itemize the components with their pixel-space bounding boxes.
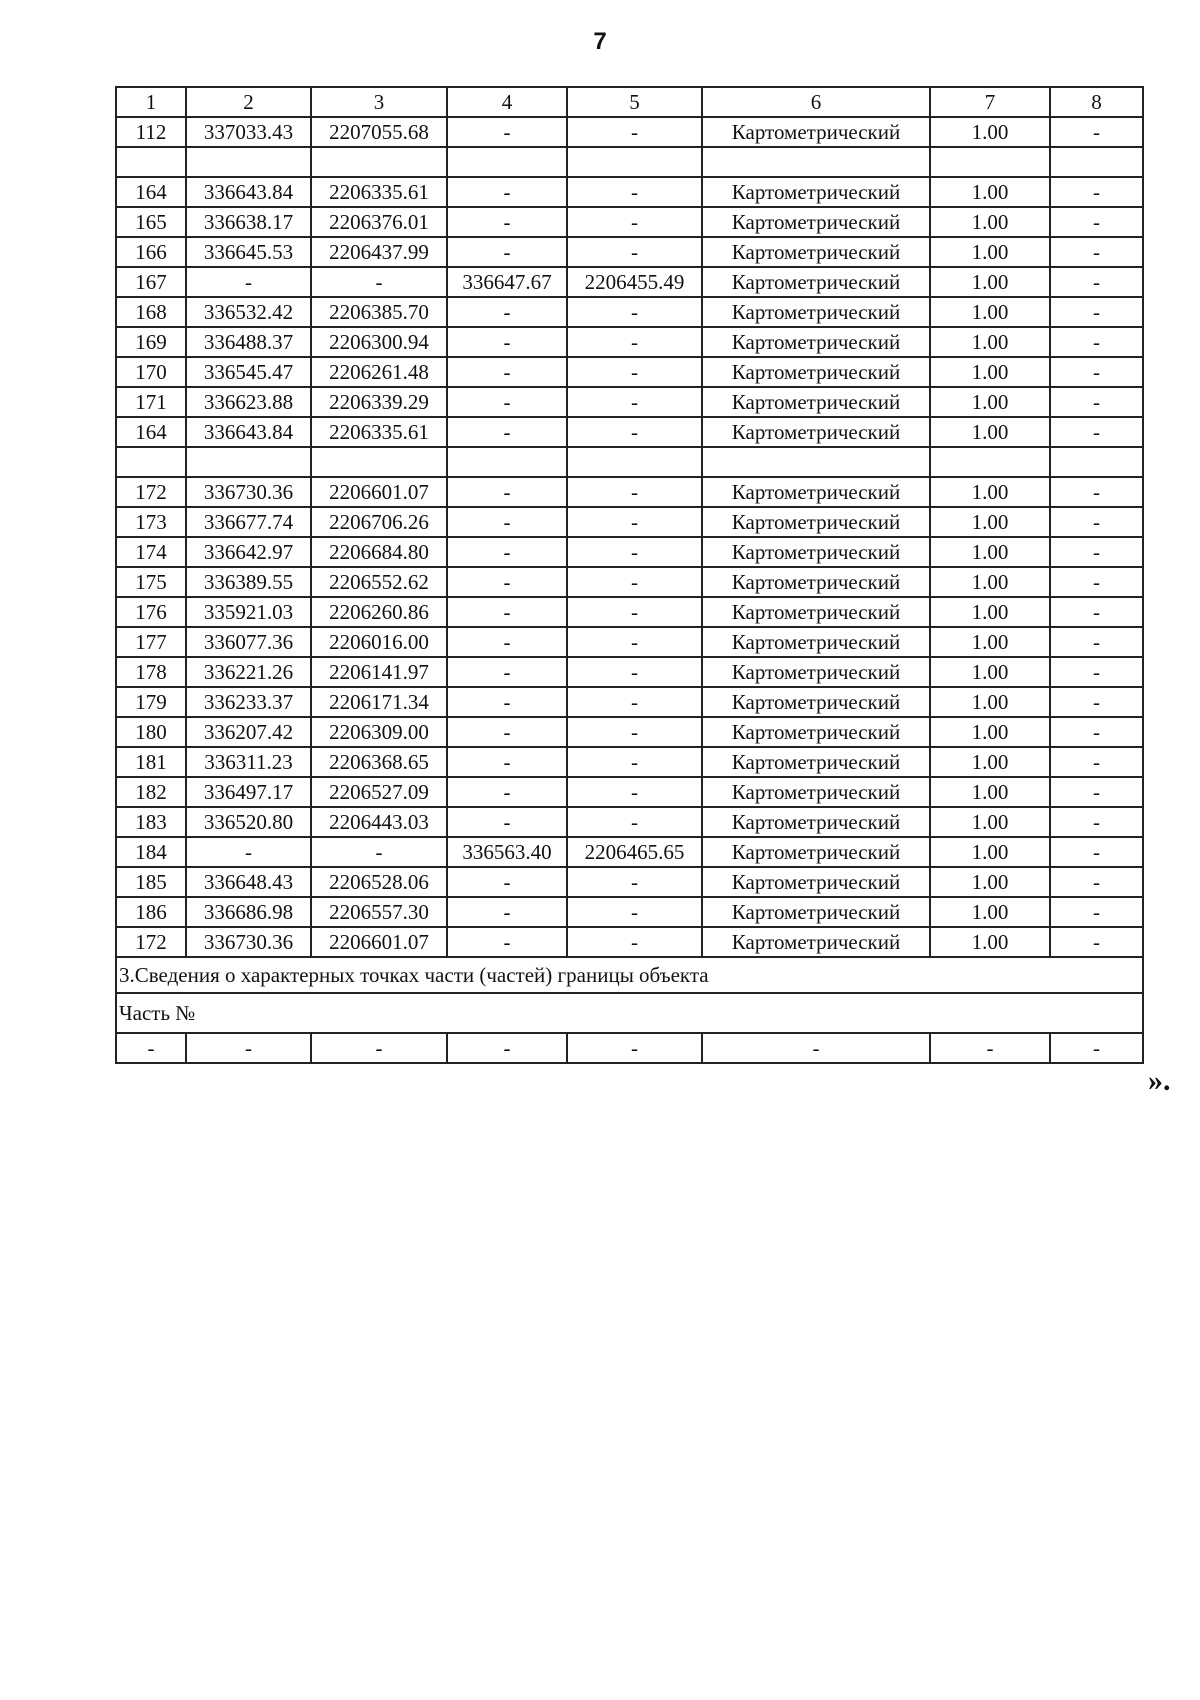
table-cell: - xyxy=(1050,267,1143,297)
table-cell: 336545.47 xyxy=(186,357,311,387)
table-cell: - xyxy=(447,567,567,597)
table-cell: - xyxy=(567,297,702,327)
table-cell: 1.00 xyxy=(930,507,1050,537)
table-cell: Картометрический xyxy=(702,867,930,897)
table-cell: - xyxy=(447,477,567,507)
table-cell: 164 xyxy=(116,177,186,207)
header-row xyxy=(116,87,1143,117)
table-row xyxy=(116,357,1143,387)
table-cell: - xyxy=(1050,1033,1143,1063)
table-cell xyxy=(1050,147,1143,177)
table-cell: 1.00 xyxy=(930,117,1050,147)
table-cell xyxy=(702,447,930,477)
table-cell: 2206261.48 xyxy=(311,357,447,387)
table-row xyxy=(116,717,1143,747)
table-cell: 2206260.86 xyxy=(311,597,447,627)
table-cell: - xyxy=(116,1033,186,1063)
table-cell: 336648.43 xyxy=(186,867,311,897)
header-cell: 7 xyxy=(930,87,1050,117)
table-cell: - xyxy=(447,897,567,927)
table-cell xyxy=(447,447,567,477)
table-cell: - xyxy=(567,567,702,597)
table-cell: Картометрический xyxy=(702,567,930,597)
table-cell: 1.00 xyxy=(930,597,1050,627)
part-label-row xyxy=(116,993,1143,1033)
table-cell: - xyxy=(1050,207,1143,237)
table-cell: 2206706.26 xyxy=(311,507,447,537)
table-cell: Картометрический xyxy=(702,927,930,957)
table-cell: 1.00 xyxy=(930,657,1050,687)
table-cell: 1.00 xyxy=(930,777,1050,807)
table-cell: Картометрический xyxy=(702,417,930,447)
table-row xyxy=(116,147,1143,177)
table-cell: 336520.80 xyxy=(186,807,311,837)
table-cell: 2206016.00 xyxy=(311,627,447,657)
table-cell: 173 xyxy=(116,507,186,537)
table-cell: 336647.67 xyxy=(447,267,567,297)
table-cell: 170 xyxy=(116,357,186,387)
table-row xyxy=(116,597,1143,627)
table-cell: 177 xyxy=(116,627,186,657)
table-cell: 2206309.00 xyxy=(311,717,447,747)
table-cell: - xyxy=(447,297,567,327)
table-cell: 336563.40 xyxy=(447,837,567,867)
table-cell: 335921.03 xyxy=(186,597,311,627)
table-cell: - xyxy=(447,237,567,267)
table-cell: - xyxy=(567,417,702,447)
table-cell: - xyxy=(567,207,702,237)
table-cell: - xyxy=(447,117,567,147)
table-cell: - xyxy=(447,687,567,717)
table-cell: - xyxy=(1050,297,1143,327)
table-cell: 2206684.80 xyxy=(311,537,447,567)
table-cell: 336389.55 xyxy=(186,567,311,597)
table-cell: - xyxy=(567,1033,702,1063)
table-cell: Картометрический xyxy=(702,627,930,657)
table-cell: 182 xyxy=(116,777,186,807)
table-cell: - xyxy=(567,657,702,687)
table-footer xyxy=(116,957,1143,1063)
table-cell: 1.00 xyxy=(930,927,1050,957)
header-cell: 3 xyxy=(311,87,447,117)
table-row xyxy=(116,747,1143,777)
table-cell: 1.00 xyxy=(930,297,1050,327)
table-cell: 2206465.65 xyxy=(567,837,702,867)
table-cell: - xyxy=(567,177,702,207)
table-cell: Картометрический xyxy=(702,717,930,747)
table-cell: 1.00 xyxy=(930,357,1050,387)
table-cell: - xyxy=(567,477,702,507)
table-cell: - xyxy=(447,627,567,657)
table-cell: Картометрический xyxy=(702,357,930,387)
table-cell: - xyxy=(447,777,567,807)
table-cell: 2206601.07 xyxy=(311,927,447,957)
table-cell: - xyxy=(567,627,702,657)
table-cell: - xyxy=(567,867,702,897)
table-row xyxy=(116,327,1143,357)
table-cell: - xyxy=(1050,717,1143,747)
table-cell: 176 xyxy=(116,597,186,627)
table-cell: 1.00 xyxy=(930,867,1050,897)
table-cell: Картометрический xyxy=(702,747,930,777)
table-cell: - xyxy=(447,507,567,537)
table-cell: 336311.23 xyxy=(186,747,311,777)
table-cell: - xyxy=(186,267,311,297)
table-cell: 1.00 xyxy=(930,177,1050,207)
table-cell: - xyxy=(1050,567,1143,597)
table-cell: Картометрический xyxy=(702,207,930,237)
table-cell: 336645.53 xyxy=(186,237,311,267)
header-cell: 4 xyxy=(447,87,567,117)
table-cell: - xyxy=(567,597,702,627)
table-cell xyxy=(567,447,702,477)
table-cell: 2206443.03 xyxy=(311,807,447,837)
table-row xyxy=(116,567,1143,597)
table-cell: 178 xyxy=(116,657,186,687)
table-cell: 336643.84 xyxy=(186,417,311,447)
table-cell: 169 xyxy=(116,327,186,357)
table-cell: 1.00 xyxy=(930,747,1050,777)
table-cell xyxy=(311,147,447,177)
table-row xyxy=(116,687,1143,717)
table-cell: - xyxy=(567,927,702,957)
table-cell: - xyxy=(447,747,567,777)
table-cell: 2206527.09 xyxy=(311,777,447,807)
table-cell: - xyxy=(1050,747,1143,777)
table-cell xyxy=(930,147,1050,177)
table-cell: 2206601.07 xyxy=(311,477,447,507)
table-cell: - xyxy=(1050,117,1143,147)
table-cell: Картометрический xyxy=(702,807,930,837)
table-cell: - xyxy=(186,837,311,867)
table-cell: 337033.43 xyxy=(186,117,311,147)
table-cell: - xyxy=(930,1033,1050,1063)
page-number: 7 xyxy=(593,28,607,55)
table-cell: 2206557.30 xyxy=(311,897,447,927)
table-cell: 2206368.65 xyxy=(311,747,447,777)
table-cell: 336730.36 xyxy=(186,477,311,507)
table-cell xyxy=(930,447,1050,477)
table-row xyxy=(116,897,1143,927)
table-cell: - xyxy=(567,117,702,147)
table-cell: - xyxy=(186,1033,311,1063)
table-row xyxy=(116,417,1143,447)
table-row xyxy=(116,927,1143,957)
table-cell: - xyxy=(1050,777,1143,807)
table-row xyxy=(116,477,1143,507)
table-cell: 1.00 xyxy=(930,237,1050,267)
table-cell: - xyxy=(447,717,567,747)
table-cell: 2206141.97 xyxy=(311,657,447,687)
table-cell: 180 xyxy=(116,717,186,747)
table-row xyxy=(116,777,1143,807)
table-cell: 172 xyxy=(116,477,186,507)
table-cell: - xyxy=(567,387,702,417)
table-row xyxy=(116,117,1143,147)
table-cell: 336233.37 xyxy=(186,687,311,717)
table-cell: 184 xyxy=(116,837,186,867)
table-cell: - xyxy=(311,837,447,867)
table-cell: - xyxy=(447,597,567,627)
table-cell: 181 xyxy=(116,747,186,777)
table-cell: 336497.17 xyxy=(186,777,311,807)
table-cell: - xyxy=(1050,417,1143,447)
table-cell: Картометрический xyxy=(702,267,930,297)
table-row xyxy=(116,657,1143,687)
table-cell: 112 xyxy=(116,117,186,147)
table-row xyxy=(116,867,1143,897)
table-cell: Картометрический xyxy=(702,477,930,507)
table-cell: Картометрический xyxy=(702,327,930,357)
table-cell: Картометрический xyxy=(702,837,930,867)
table-cell xyxy=(567,147,702,177)
table-cell: - xyxy=(447,537,567,567)
table-cell: 1.00 xyxy=(930,897,1050,927)
section-title-row xyxy=(116,957,1143,993)
section-title: 3.Сведения о характерных точках части (частей) границы объекта xyxy=(116,957,1143,993)
table-cell: - xyxy=(447,867,567,897)
coordinates-table xyxy=(115,86,1144,1064)
table-cell: - xyxy=(1050,837,1143,867)
table-cell: 336638.17 xyxy=(186,207,311,237)
table-cell: 2206171.34 xyxy=(311,687,447,717)
header-cell: 5 xyxy=(567,87,702,117)
header-cell: 2 xyxy=(186,87,311,117)
table-cell: Картометрический xyxy=(702,537,930,567)
table-row xyxy=(116,447,1143,477)
table-row xyxy=(116,627,1143,657)
table-cell xyxy=(1050,447,1143,477)
table-row xyxy=(116,387,1143,417)
table-cell: - xyxy=(447,357,567,387)
table-cell: 1.00 xyxy=(930,387,1050,417)
table-cell: - xyxy=(1050,897,1143,927)
table-cell: - xyxy=(447,1033,567,1063)
table-cell: Картометрический xyxy=(702,177,930,207)
table-row xyxy=(116,267,1143,297)
table-cell: 1.00 xyxy=(930,717,1050,747)
table-cell: 167 xyxy=(116,267,186,297)
table-cell: 1.00 xyxy=(930,627,1050,657)
table-cell: - xyxy=(1050,357,1143,387)
table-cell: 1.00 xyxy=(930,807,1050,837)
table-cell: - xyxy=(447,417,567,447)
table-cell: - xyxy=(1050,627,1143,657)
table-cell: 168 xyxy=(116,297,186,327)
table-cell: Картометрический xyxy=(702,687,930,717)
table-cell: 2206385.70 xyxy=(311,297,447,327)
table-cell: - xyxy=(1050,327,1143,357)
table-cell: - xyxy=(1050,597,1143,627)
table-cell xyxy=(702,147,930,177)
table-cell: 165 xyxy=(116,207,186,237)
table-row xyxy=(116,837,1143,867)
table-cell: Картометрический xyxy=(702,117,930,147)
table-cell: 336221.26 xyxy=(186,657,311,687)
table-cell: 1.00 xyxy=(930,207,1050,237)
table-cell: 183 xyxy=(116,807,186,837)
table-cell: 186 xyxy=(116,897,186,927)
table-cell: 2206339.29 xyxy=(311,387,447,417)
table-cell: - xyxy=(567,777,702,807)
table-cell: Картометрический xyxy=(702,387,930,417)
table-cell: 2206335.61 xyxy=(311,177,447,207)
table-cell: 1.00 xyxy=(930,267,1050,297)
table-cell: 1.00 xyxy=(930,537,1050,567)
table-cell: 1.00 xyxy=(930,567,1050,597)
table-cell: 166 xyxy=(116,237,186,267)
table-cell: - xyxy=(447,207,567,237)
table-cell: 336207.42 xyxy=(186,717,311,747)
table-cell: - xyxy=(567,507,702,537)
table-cell: - xyxy=(1050,867,1143,897)
table-cell: Картометрический xyxy=(702,237,930,267)
table-cell: - xyxy=(567,717,702,747)
table-cell: 171 xyxy=(116,387,186,417)
table-cell: - xyxy=(311,267,447,297)
table-cell: 336686.98 xyxy=(186,897,311,927)
table-cell: 175 xyxy=(116,567,186,597)
table-cell: 336488.37 xyxy=(186,327,311,357)
table-cell: 1.00 xyxy=(930,477,1050,507)
table-cell: 164 xyxy=(116,417,186,447)
table-row xyxy=(116,807,1143,837)
table-cell: - xyxy=(447,657,567,687)
table-cell xyxy=(116,447,186,477)
table-cell: 336623.88 xyxy=(186,387,311,417)
table-cell: - xyxy=(567,747,702,777)
table-cell: 336642.97 xyxy=(186,537,311,567)
table-cell: 336643.84 xyxy=(186,177,311,207)
table-cell: Картометрический xyxy=(702,777,930,807)
table-row xyxy=(116,237,1143,267)
table-cell: - xyxy=(447,327,567,357)
table-cell: 2206376.01 xyxy=(311,207,447,237)
table-cell xyxy=(186,447,311,477)
table-cell: - xyxy=(702,1033,930,1063)
table-cell xyxy=(311,447,447,477)
table-cell: 179 xyxy=(116,687,186,717)
table-cell: 336532.42 xyxy=(186,297,311,327)
table-cell: 2206300.94 xyxy=(311,327,447,357)
table-cell: 1.00 xyxy=(930,837,1050,867)
table-cell: 2206455.49 xyxy=(567,267,702,297)
table-cell: Картометрический xyxy=(702,507,930,537)
header-cell: 6 xyxy=(702,87,930,117)
table-cell: - xyxy=(567,807,702,837)
table-cell xyxy=(116,147,186,177)
part-label: Часть № xyxy=(116,993,1143,1033)
table-cell: - xyxy=(567,897,702,927)
table-cell: - xyxy=(311,1033,447,1063)
table-cell: 2206528.06 xyxy=(311,867,447,897)
table-cell: - xyxy=(567,327,702,357)
table-cell: 1.00 xyxy=(930,687,1050,717)
table-cell xyxy=(186,147,311,177)
table-cell: - xyxy=(1050,387,1143,417)
table-cell: Картометрический xyxy=(702,657,930,687)
table-cell: 2206335.61 xyxy=(311,417,447,447)
table-cell: - xyxy=(1050,537,1143,567)
table-cell: Картометрический xyxy=(702,297,930,327)
table-cell: - xyxy=(1050,507,1143,537)
table-body xyxy=(116,87,1143,957)
table-cell: 2206437.99 xyxy=(311,237,447,267)
last-row xyxy=(116,1033,1143,1063)
table-cell: - xyxy=(567,687,702,717)
table-cell: 1.00 xyxy=(930,417,1050,447)
table-cell: - xyxy=(447,807,567,837)
table-cell: 336677.74 xyxy=(186,507,311,537)
table-cell: 1.00 xyxy=(930,327,1050,357)
table-cell: - xyxy=(1050,237,1143,267)
table-cell: 2207055.68 xyxy=(311,117,447,147)
table-cell: 336077.36 xyxy=(186,627,311,657)
table-cell: - xyxy=(567,237,702,267)
table-cell: - xyxy=(1050,657,1143,687)
table-cell: 2206552.62 xyxy=(311,567,447,597)
table-row xyxy=(116,177,1143,207)
table-cell: - xyxy=(447,177,567,207)
table-row xyxy=(116,507,1143,537)
table-cell: 172 xyxy=(116,927,186,957)
header-cell: 8 xyxy=(1050,87,1143,117)
table-cell: Картометрический xyxy=(702,897,930,927)
table-cell: 336730.36 xyxy=(186,927,311,957)
table-cell: - xyxy=(1050,927,1143,957)
table-cell: - xyxy=(1050,687,1143,717)
table-cell: 185 xyxy=(116,867,186,897)
table-cell: Картометрический xyxy=(702,597,930,627)
table-cell: - xyxy=(567,357,702,387)
table-row xyxy=(116,297,1143,327)
table-cell: - xyxy=(1050,177,1143,207)
closing-quote: ». xyxy=(1148,1064,1171,1097)
table-row xyxy=(116,207,1143,237)
table-cell: - xyxy=(447,927,567,957)
table-cell: - xyxy=(567,537,702,567)
table-cell: - xyxy=(1050,477,1143,507)
header-cell: 1 xyxy=(116,87,186,117)
table-cell: - xyxy=(1050,807,1143,837)
table-cell: - xyxy=(447,387,567,417)
table-cell xyxy=(447,147,567,177)
table-row xyxy=(116,537,1143,567)
table-cell: 174 xyxy=(116,537,186,567)
